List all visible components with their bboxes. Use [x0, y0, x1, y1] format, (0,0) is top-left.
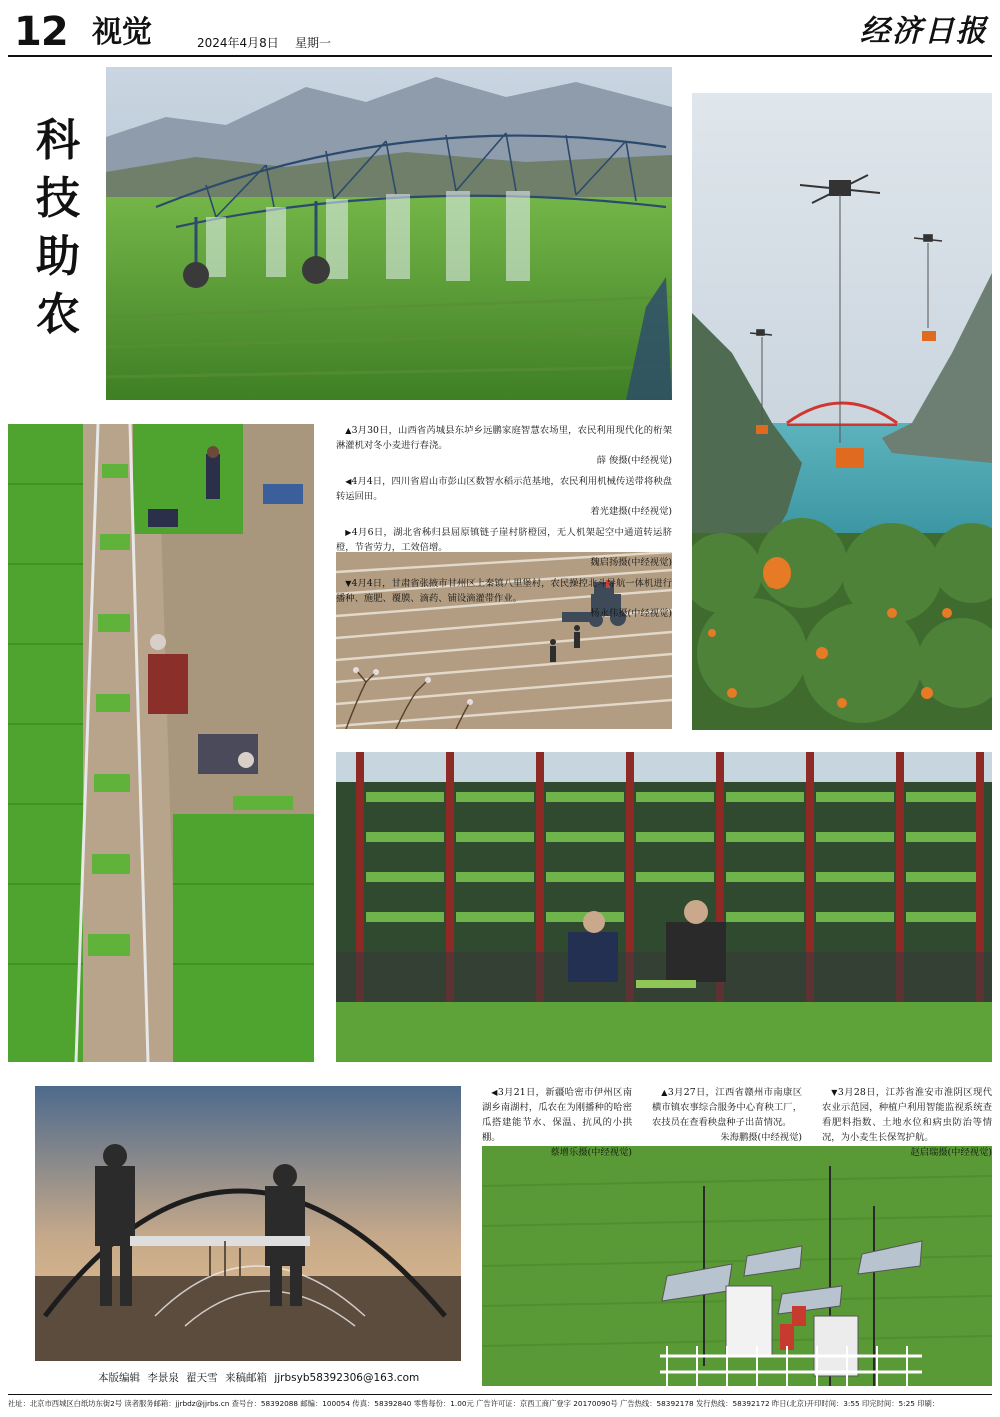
caption-text: 4月4日，四川省眉山市彭山区数智水稻示范基地，农民利用机械传送带将秧盘转运回田。: [336, 476, 672, 502]
photo-credit: 赵启瑞摄(中经视觉): [910, 1147, 992, 1158]
masthead-logo: 经济日报: [860, 14, 988, 49]
photo-credit: 薛 俊摄(中经视觉): [596, 455, 672, 466]
caption-text: 3月30日，山西省芮城县东垆乡远鹏家庭智慧农场里，农民利用现代化的桁架淋灌机对冬小麦进行春浇。: [336, 425, 672, 451]
photo-credit: 魏启扬摄(中经视觉): [590, 557, 672, 568]
footer-info: 社址：北京市西城区白纸坊东街2号 读者服务邮箱：jjrbdz@jjrbs.cn 查号台：58392088 邮编：100054 传真：58392840 零售每份：1.00元 广告许可证：京西工商广登字 20170090号 广告热线：58392178 发行热线：58392172 昨日(北京)开印时间：3:55 印完时间：5:25 印刷：: [8, 1399, 940, 1408]
caption-text: 3月27日，江西省赣州市南康区横市镇农事综合服务中心育秧工厂，农技员在查看秧盘种子出苗情况。: [652, 1087, 802, 1128]
title-char: 科: [36, 115, 80, 166]
caption-text: 4月4日，甘肃省张掖市甘州区上秦镇八里堡村，农民操控北斗导航一体机进行播种、施肥、覆膜、滴药、铺设滴灌带作业。: [336, 578, 672, 604]
caption-nursery: [652, 1085, 802, 1151]
caption-arrow: ◀: [491, 1088, 498, 1097]
footer-rule: [8, 1394, 992, 1395]
header-rule: [8, 55, 992, 57]
caption-drones: [336, 525, 672, 570]
title-char: 助: [36, 231, 80, 282]
captions-top: [336, 423, 672, 627]
caption-arrow: ▼: [345, 579, 352, 588]
caption-text: 3月21日，新疆哈密市伊州区南湖乡南湖村，瓜农在为刚播种的哈密瓜搭建能节水、保温、抗风的小拱棚。: [482, 1087, 632, 1143]
section-name: 视觉: [92, 15, 152, 50]
title-char: 技: [36, 173, 80, 224]
wheat-smart-monitor-photo: [482, 1146, 992, 1386]
feature-title: [34, 112, 82, 344]
melon-arch-shed-photo: [35, 1086, 461, 1361]
title-char: 农: [36, 289, 80, 340]
photo-credit: 蔡增乐摄(中经视觉): [550, 1147, 632, 1158]
caption-arrow: ▲: [345, 426, 352, 435]
photo-credit: 着光建摄(中经视觉): [590, 506, 672, 517]
photo-credit: 杨永伟摄(中经视觉): [590, 608, 672, 619]
issue-date: 2024年4月8日: [197, 36, 279, 50]
caption-sowing: [336, 576, 672, 621]
center-pivot-irrigation-photo: [106, 67, 672, 400]
caption-arrow: ▼: [831, 1088, 838, 1097]
caption-monitor: [822, 1085, 992, 1166]
drone-orange-transport-photo: [692, 93, 992, 730]
issue-weekday: 星期一: [295, 36, 332, 50]
caption-text: 3月28日，江苏省淮安市淮阴区现代农业示范园，种植户利用智能监视系统查看肥料指数、土地水位和病虫防治等情况，为小麦生长保驾护航。: [822, 1087, 993, 1143]
rice-seedling-conveyor-photo: [8, 424, 314, 1062]
caption-irrigation: [336, 423, 672, 468]
seedling-nursery-factory-photo: [336, 752, 992, 1062]
editors-line: 本版编辑 李景泉 翟天雪 来稿邮箱 jjrbsyb58392306@163.com: [98, 1372, 420, 1384]
caption-arch-shed: [482, 1085, 632, 1166]
caption-arrow: ◀: [345, 477, 352, 486]
photo-credit: 朱海鹏摄(中经视觉): [720, 1132, 802, 1143]
caption-arrow: ▶: [345, 528, 352, 537]
caption-rice-conveyor: [336, 474, 672, 519]
page-number: 12: [14, 9, 68, 55]
caption-arrow: ▲: [661, 1088, 668, 1097]
caption-text: 4月6日，湖北省秭归县屈原镇链子崖村脐橙园，无人机架起空中通道转运脐橙，节省劳力，工效倍增。: [336, 527, 672, 553]
